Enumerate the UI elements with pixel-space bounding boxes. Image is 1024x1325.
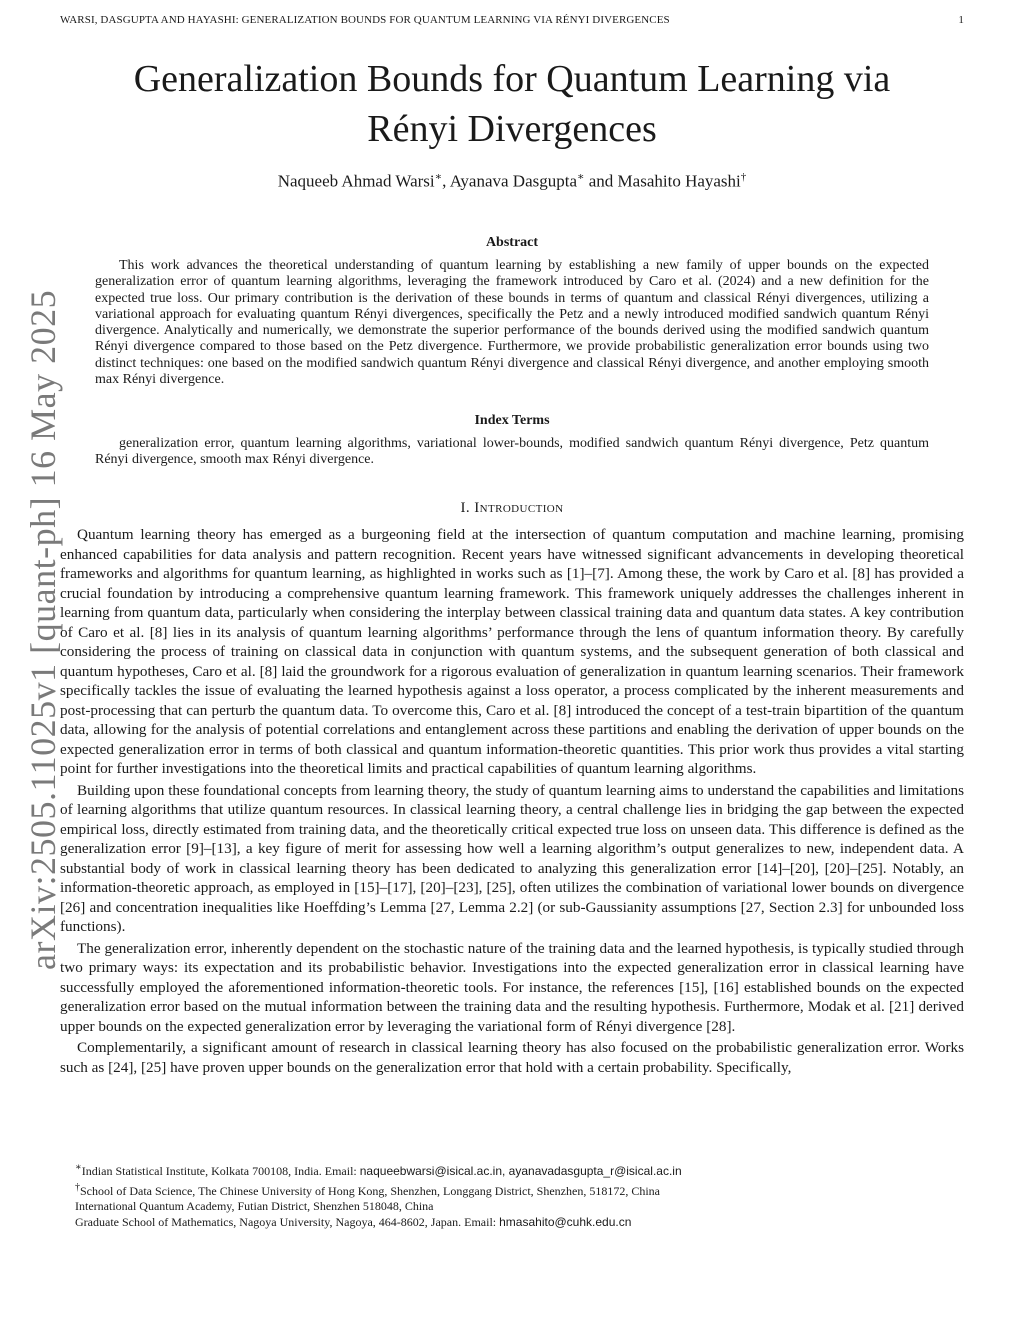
abstract-text: This work advances the theoretical understanding of quantum learning by establishing a new family of upper bounds on the expected generalization error of quantum learning algorithms, leveraging the framework introduced by Caro et al. (2024) and a new definition for the expected true loss. Our primary contribution is the derivation of these bounds in terms of quantum and classical Rényi divergences, utilizing a variational approach for evaluating quantum Rényi divergences, specifically the Petz and a newly introduced modified sandwich quantum Rényi divergence. Analytically and numerically, we demonstrate the superior performance of the bounds derived using the modified sandwich quantum Rényi divergence compared to those based on the Petz divergence. Furthermore, we provide probabilistic generalization error bounds using two distinct techniques: one based on the modified sandwich quantum Rényi divergence and classical Rényi divergence, and another employing smooth max Rényi divergence. [95, 258, 929, 388]
author-separator: , [442, 171, 450, 191]
section-title: Introduction [474, 500, 564, 516]
arxiv-stamp[interactable]: arXiv:2505.11025v1 [quant-ph] 16 May 2025 [23, 289, 63, 970]
author-2-mark: ∗ [577, 171, 585, 183]
footnote-2-text: School of Data Science, The Chinese University of Hong Kong, Shenzhen, Longgang District, Shenzhen, 518172, China [80, 1183, 661, 1198]
section-heading [60, 500, 964, 517]
author-list [60, 170, 964, 192]
footnote-2-line-3 [75, 1215, 964, 1231]
index-terms-heading: Index Terms [474, 413, 550, 428]
author-3: Masahito Hayashi [617, 171, 741, 191]
author-3-mark: † [740, 171, 747, 183]
paragraph: Complementarily, a significant amount of research in classical learning theory has also focused on the probabilistic generalization error. Works such as [24], [25] have proven upper bounds on the generalization error that hold with a certain probability. Specifically, [60, 1039, 964, 1076]
footnote-2-mark: † [75, 1181, 80, 1193]
footnotes [75, 1160, 964, 1230]
index-terms-text: generalization error, quantum learning algorithms, variational lower-bounds, modified sandwich quantum Rényi divergence, Petz quantum Rényi divergence, smooth max Rényi divergence. [95, 436, 929, 468]
running-header [60, 14, 964, 26]
title-line-1: Generalization Bounds for Quantum Learning via [133, 58, 891, 100]
footnote-1-text: Indian Statistical Institute, Kolkata 700108, India. Email: [81, 1164, 360, 1178]
author-1-mark: ∗ [434, 171, 443, 183]
page-number: 1 [958, 14, 964, 26]
footnote-1-email[interactable]: naqueebwarsi@isical.ac.in, ayanavadasgupta_r@isical.ac.in [359, 1164, 682, 1178]
title-line-2: Rényi Divergences [367, 108, 657, 150]
running-title: WARSI, DASGUPTA AND HAYASHI: GENERALIZATION BOUNDS FOR QUANTUM LEARNING VIA RÉNYI DIVERGENCES [60, 14, 670, 26]
footnote-1 [75, 1160, 964, 1180]
author-2: Ayanava Dasgupta [449, 171, 578, 191]
footnote-2-line-2: International Quantum Academy, Futian District, Shenzhen 518048, China [75, 1199, 434, 1213]
paper-title [60, 54, 964, 154]
section-number: I. [460, 500, 471, 516]
body-text [60, 525, 964, 1079]
paragraph: Building upon these foundational concepts from learning theory, the study of quantum learning aims to understand the capabilities and limitations of learning algorithms that utilize quantum resources. In classical learning theory, a central challenge lies in bridging the gap between the expected empirical loss, directly estimated from training data, and the theoretically critical expected true loss on unseen data. This difference is defined as the generalization error [9]–[13], a key figure of merit for assessing how well a learning algorithm’s output generalizes to new, independent data. A substantial body of work in classical learning theory has been dedicated to analyzing this generalization error [14]–[20], [20]–[25]. Notably, an information-theoretic approach, as employed in [15]–[17], [20]–[23], [25], often utilizes the combination of variational lower bounds on divergence [26] and concentration inequalities like Hoeffding’s Lemma [27, Lemma 2.2] (or sub-Gaussianity assumptions [27, Section 2.3] for unbounded loss functions). [60, 781, 964, 935]
author-1: Naqueeb Ahmad Warsi [277, 171, 435, 191]
paragraph: Quantum learning theory has emerged as a burgeoning field at the intersection of quantum computation and machine learning, promising enhanced capabilities for data analysis and pattern recognition. Recent years have witnessed significant advancements in developing theoretical frameworks and algorithms for quantum learning, as highlighted in works such as [1]–[7]. Among these, the work by Caro et al. [8] has provided a crucial foundation by introducing a comprehensive quantum learning framework. This framework uniquely addresses the challenges inherent in learning from quantum data, particularly when considering the interplay between classical training data and quantum data states. A key contribution of Caro et al. [8] lies in its analysis of quantum learning algorithms’ performance through the lens of quantum information theory. By carefully considering the process of training on classical data in conjunction with quantum systems, and the subsequent generation of both classical and quantum hypotheses, Caro et al. [8] laid the groundwork for a rigorous evaluation of generalization in quantum learning scenarios. Their framework specifically tackles the issue of evaluating the learned hypothesis against a loss operator, a process complicated by the inherent measurements and post-processing that can perturb the quantum data. To overcome this, Caro et al. [8] introduced the concept of a test-train bipartition of the quantum data, allowing for the analysis of potential correlations and entanglement across these partitions and enabling the derivation of upper bounds on the expected generalization error in terms of both classical and quantum information-theoretic quantities. This prior work thus provides a vital starting point for further investigations into the theoretical limits and practical capabilities of quantum learning algorithms. [60, 526, 964, 777]
abstract-heading: Abstract [485, 235, 539, 250]
footnote-2 [75, 1180, 964, 1200]
author-separator: and [584, 171, 618, 191]
footnote-2-line-3-text: Graduate School of Mathematics, Nagoya University, Nagoya, 464-8602, Japan. Email: [75, 1214, 500, 1229]
footnote-2-email[interactable]: hmasahito@cuhk.edu.cn [499, 1214, 632, 1229]
paragraph: The generalization error, inherently dependent on the stochastic nature of the training data and the learned hypothesis, is typically studied through two primary ways: its expectation and its probabilistic behavior. Investigations into the expected generalization error in classical learning have successfully employed the aforementioned information-theoretic tools. For instance, the references [15], [16] established bounds on the expected generalization error based on the mutual information between the training data and the resulting hypothesis. Furthermore, Modak et al. [21] derived upper bounds on the expected generalization error by leveraging the variational form of Rényi divergence [28]. [60, 939, 964, 1035]
footnote-1-mark: ∗ [75, 1162, 82, 1173]
